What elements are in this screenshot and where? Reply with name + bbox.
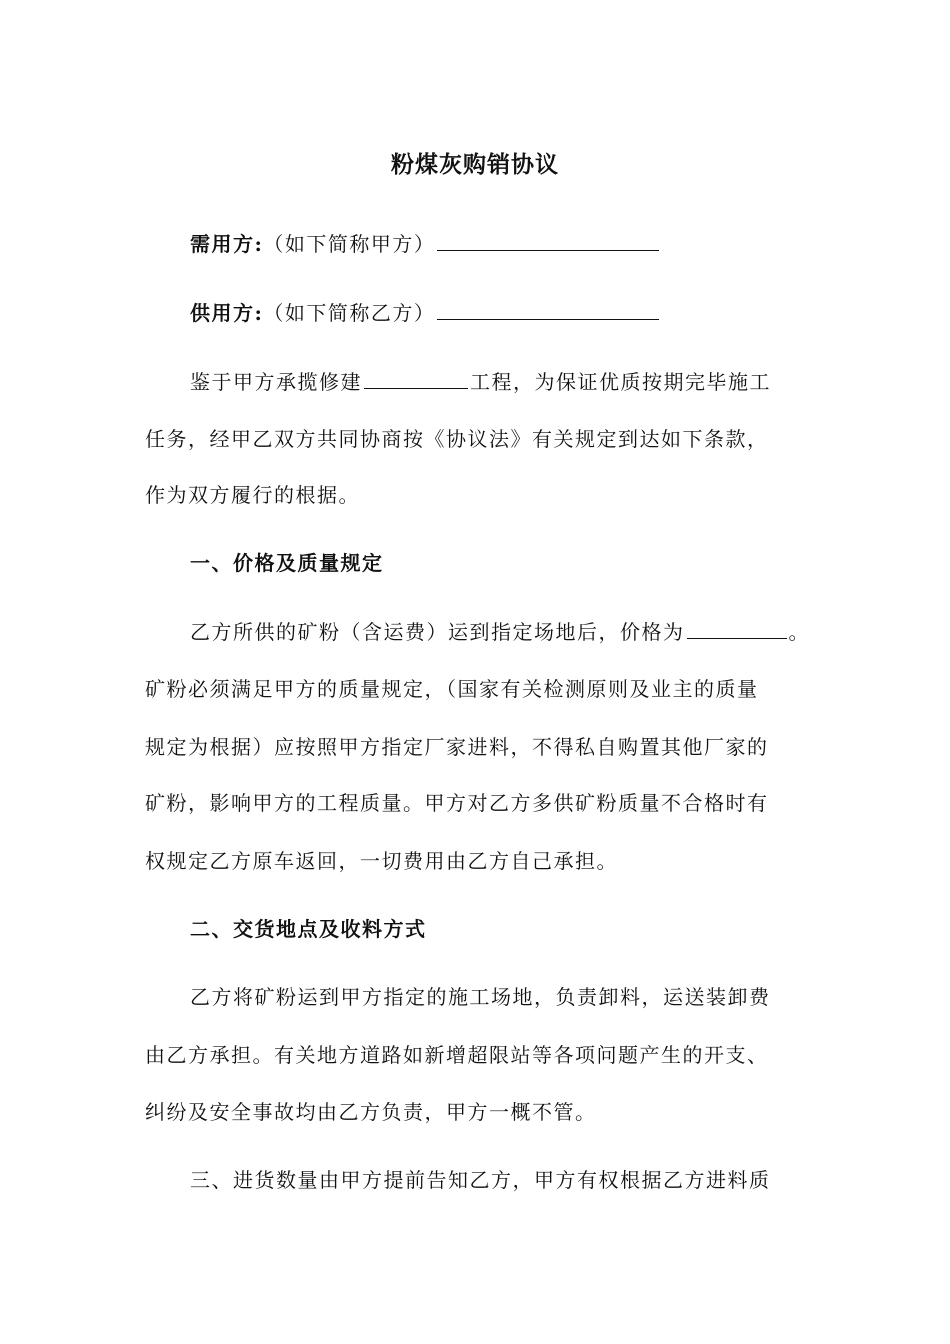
preamble-text-after: 工程，为保证优质按期完毕施工 <box>470 370 771 394</box>
preamble-line-1 <box>190 366 771 397</box>
party-b-note: （如下简称乙方） <box>263 301 436 325</box>
section-1-line-2: 矿粉必须满足甲方的质量规定，（国家有关检测原则及业主的质量 <box>145 677 759 701</box>
section-1-line-1 <box>190 616 810 647</box>
section-2-heading: 二、交货地点及收料方式 <box>190 917 427 941</box>
preamble-line-2: 任务，经甲乙双方共同协商按《协议法》有关规定到达如下条款， <box>145 427 769 451</box>
section-1-line-5: 权规定乙方原车返回，一切费用由乙方自己承担。 <box>145 849 618 873</box>
preamble-text-before: 鉴于甲方承揽修建 <box>190 370 362 394</box>
section-2-line-1: 乙方将矿粉运到甲方指定的施工场地，负责卸料，运送装卸费 <box>190 985 771 1009</box>
preamble-line-3: 作为双方履行的根据。 <box>145 483 360 507</box>
section-1-line-4: 矿粉，影响甲方的工程质量。甲方对乙方多供矿粉质量不合格时有 <box>145 791 769 815</box>
section-3-line-1: 三、进货数量由甲方提前告知乙方，甲方有权根据乙方进料质 <box>190 1168 771 1192</box>
party-b-blank <box>437 297 659 320</box>
party-a-blank <box>437 228 659 251</box>
document-title: 粉煤灰购销协议 <box>391 151 559 178</box>
price-blank <box>687 616 787 639</box>
section-1-text-before: 乙方所供的矿粉（含运费）运到指定场地后，价格为 <box>190 620 685 644</box>
section-1-line-3: 规定为根据）应按照甲方指定厂家进料，不得私自购置其他厂家的 <box>145 735 769 759</box>
party-a-note: （如下简称甲方） <box>263 232 436 256</box>
section-1-heading: 一、价格及质量规定 <box>190 551 384 575</box>
project-name-blank <box>364 366 468 389</box>
section-1-text-after: 。 <box>788 620 810 644</box>
party-b-label: 供用方: <box>190 301 264 325</box>
section-2-line-2: 由乙方承担。有关地方道路如新增超限站等各项问题产生的开支、 <box>145 1043 769 1067</box>
party-b-line <box>190 297 661 328</box>
party-a-label: 需用方: <box>190 232 264 256</box>
party-a-line <box>190 228 661 259</box>
section-2-line-3: 纠纷及安全事故均由乙方负责，甲方一概不管。 <box>145 1100 597 1124</box>
